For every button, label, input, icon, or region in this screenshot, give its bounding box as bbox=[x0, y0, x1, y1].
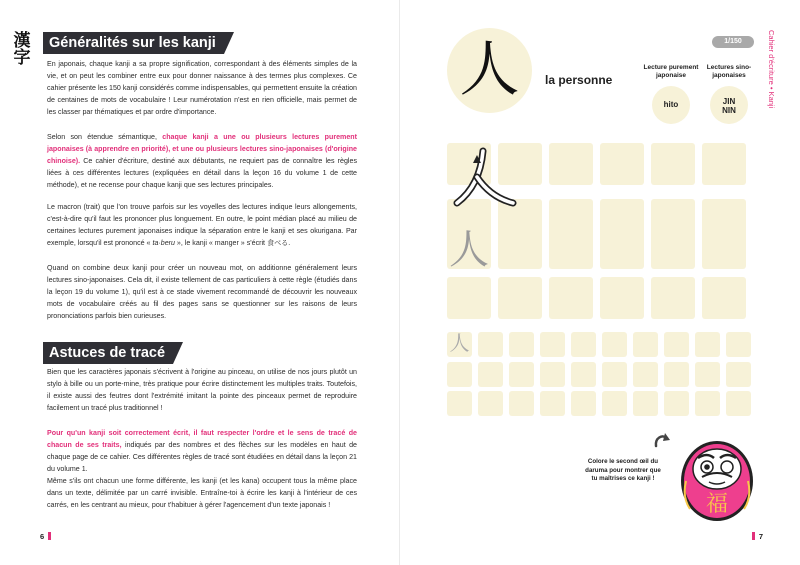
label-on-reading: Lectures sino-japonaises bbox=[706, 64, 752, 79]
practice-cell[interactable] bbox=[702, 277, 746, 319]
paragraph-carres: Même s'ils ont chacun une forme différente, les kanji (et les kana) occupent tous la même place dans un texte, délimitée par un carré invisible. Entraîne-toi à écrire les kanji à l'intérieur de ces carrés, en les centrant au mieux, pour t'habituer à gérer l'agencement d'un texte japonais ! bbox=[47, 477, 357, 509]
practice-cell[interactable] bbox=[651, 143, 695, 185]
heading-astuces: Astuces de tracé bbox=[43, 342, 173, 364]
small-practice-cell[interactable] bbox=[447, 362, 472, 387]
practice-cell[interactable] bbox=[549, 143, 593, 185]
small-practice-cell[interactable] bbox=[633, 391, 658, 416]
highlight-lectures: chaque kanji a une ou plusieurs lectures purement japonaises (à apprendre en priorité), et une ou plusieurs lectures sino-japonaises (d'origine chinoise). bbox=[47, 133, 357, 165]
small-practice-cell[interactable] bbox=[571, 332, 596, 357]
on-reading: JIN NIN bbox=[710, 86, 748, 124]
small-practice-cell[interactable] bbox=[509, 362, 534, 387]
small-practice-cell[interactable] bbox=[664, 362, 689, 387]
small-practice-cell[interactable] bbox=[726, 362, 751, 387]
paragraph-lectures: Selon son étendue sémantique, chaque kanji a une ou plusieurs lectures purement japonaises (à apprendre en priorité), et une ou plusieurs lectures sino-japonaises (d'origine chinoise). Ce cahier d'écriture, destiné aux débutants, ne requiert pas de connaître les règles liées à ces différentes lectures (expliquées en détail dans la leçon 16 du volume 1 de cette méthode), et ne recense pour chaque kanji que ses lectures principales. bbox=[47, 133, 357, 189]
page-number-right: 7 bbox=[752, 532, 763, 541]
practice-cell[interactable] bbox=[600, 227, 644, 269]
practice-cell[interactable] bbox=[702, 143, 746, 185]
small-practice-cell[interactable] bbox=[540, 332, 565, 357]
small-practice-cell[interactable] bbox=[602, 362, 627, 387]
highlight-ordre-traits: Pour qu'un kanji soit correctement écrit, il faut respecter l'ordre et le sens de tracé de chacun de ses traits, bbox=[47, 429, 357, 449]
daruma-icon[interactable] bbox=[678, 437, 756, 523]
practice-cell[interactable] bbox=[651, 277, 695, 319]
practice-cell[interactable] bbox=[498, 227, 542, 269]
small-practice-cell[interactable] bbox=[726, 332, 751, 357]
small-practice-cell[interactable] bbox=[726, 391, 751, 416]
paragraph-outils: Bien que les caractères japonais s'écrivent à l'origine au pinceau, on utilise de nos jours plutôt un stylo à bille ou un porte-mine, très pratique pour écrire distinctement les multiples traits. Toutefois, il existe aussi des feutres dont l'extrémité imitant la pointe des pinceaux permet de reproduire facilement un tracé plus traditionnel ! bbox=[47, 368, 357, 412]
small-practice-cell[interactable] bbox=[478, 391, 503, 416]
small-practice-cell[interactable] bbox=[633, 332, 658, 357]
paragraph-intro: En japonais, chaque kanji a sa propre signification, correspondant à des éléments simples de la vie, et on peut les combiner entre eux pour donner naissance à des termes plus complexes. Ce cahier présente les 150 kanji considérés comme indispensables, qui permettent ensuite la création de centaines de mots de vocabulaire ! Leur numérotation n'est en rien officielle, mais permet de les classer par thématiques et par ordre d'importance. bbox=[47, 60, 357, 116]
paragraph-ordre-traits: Pour qu'un kanji soit correctement écrit, il faut respecter l'ordre et le sens de tracé de chacun de ses traits, indiqués par des nombres et des flèches sur les modèles en haut de chaque page de ce cahier. Ces différentes règles de tracé sont étudiées en détail dans la leçon 21 du volume 1. bbox=[47, 429, 357, 473]
kanji-logo: 漢字 bbox=[13, 31, 31, 68]
small-practice-cell[interactable] bbox=[478, 362, 503, 387]
practice-cell[interactable] bbox=[600, 277, 644, 319]
small-practice-cell[interactable] bbox=[695, 362, 720, 387]
main-kanji: 人 bbox=[459, 35, 520, 105]
small-practice-cell[interactable] bbox=[695, 391, 720, 416]
daruma-character: 福 bbox=[705, 492, 729, 517]
practice-cell[interactable] bbox=[549, 227, 593, 269]
practice-cell[interactable] bbox=[702, 227, 746, 269]
small-practice-cell[interactable] bbox=[633, 362, 658, 387]
small-practice-cell[interactable] bbox=[478, 332, 503, 357]
heading-generalites: Généralités sur les kanji bbox=[43, 32, 224, 54]
small-practice-cell[interactable] bbox=[509, 391, 534, 416]
page-number-left: 6 bbox=[40, 532, 51, 541]
daruma-instruction: Colore le second œil du daruma pour montrer que tu maîtrises ce kanji ! bbox=[585, 458, 661, 482]
practice-cell[interactable] bbox=[447, 277, 491, 319]
practice-cell[interactable] bbox=[651, 227, 695, 269]
small-practice-cell[interactable] bbox=[540, 362, 565, 387]
practice-model-kanji: 人 bbox=[449, 227, 489, 273]
small-practice-cell[interactable] bbox=[664, 332, 689, 357]
kanji-meaning: la personne bbox=[545, 73, 613, 87]
kun-reading: hito bbox=[652, 86, 690, 124]
practice-cell[interactable] bbox=[600, 143, 644, 185]
label-kun-reading: Lecture purement japonaise bbox=[643, 64, 699, 79]
small-practice-cell[interactable] bbox=[540, 391, 565, 416]
small-practice-cell[interactable] bbox=[664, 391, 689, 416]
side-tab: Cahier d'écriture • Kanji bbox=[767, 30, 776, 109]
stroke-order-model-icon bbox=[447, 143, 517, 213]
small-practice-cell[interactable] bbox=[602, 391, 627, 416]
practice-cell[interactable] bbox=[549, 277, 593, 319]
small-practice-cell[interactable] bbox=[571, 391, 596, 416]
practice-cell[interactable] bbox=[498, 277, 542, 319]
small-practice-cell[interactable] bbox=[695, 332, 720, 357]
small-practice-cell[interactable] bbox=[447, 391, 472, 416]
small-model-kanji: 人 bbox=[449, 331, 470, 355]
small-practice-cell[interactable] bbox=[602, 332, 627, 357]
kanji-counter-badge: 1/150 bbox=[712, 36, 754, 48]
paragraph-macron: Le macron (trait) que l'on trouve parfois sur les voyelles des lectures indique leurs allongements, c'est-à-dire qu'il faut les prononcer plus longuement. En outre, le point médian placé au milieu de certaines lectures purement japonaises indique la séparation entre le kanji et ses okurigana. Par exemple, lorsqu'il est prononcé « ta·beru », le kanji « manger » s'écrit 食べる. bbox=[47, 203, 357, 247]
curved-arrow-icon bbox=[652, 432, 672, 450]
small-practice-cell[interactable] bbox=[509, 332, 534, 357]
paragraph-combinaison: Quand on combine deux kanji pour créer un nouveau mot, on additionne généralement leurs lectures sino-japonaises. Cela dit, il existe tellement de cas particuliers à cette règle (étudiés dans la leçon 19 du volume 1), qu'il est à ce stade vivement recommandé de découvrir les nouveaux mots de vocabulaire créés au fil des pages sans se questionner sur les raisons de leurs prononciations parfois bien curieuses. bbox=[47, 264, 357, 320]
small-practice-cell[interactable] bbox=[571, 362, 596, 387]
